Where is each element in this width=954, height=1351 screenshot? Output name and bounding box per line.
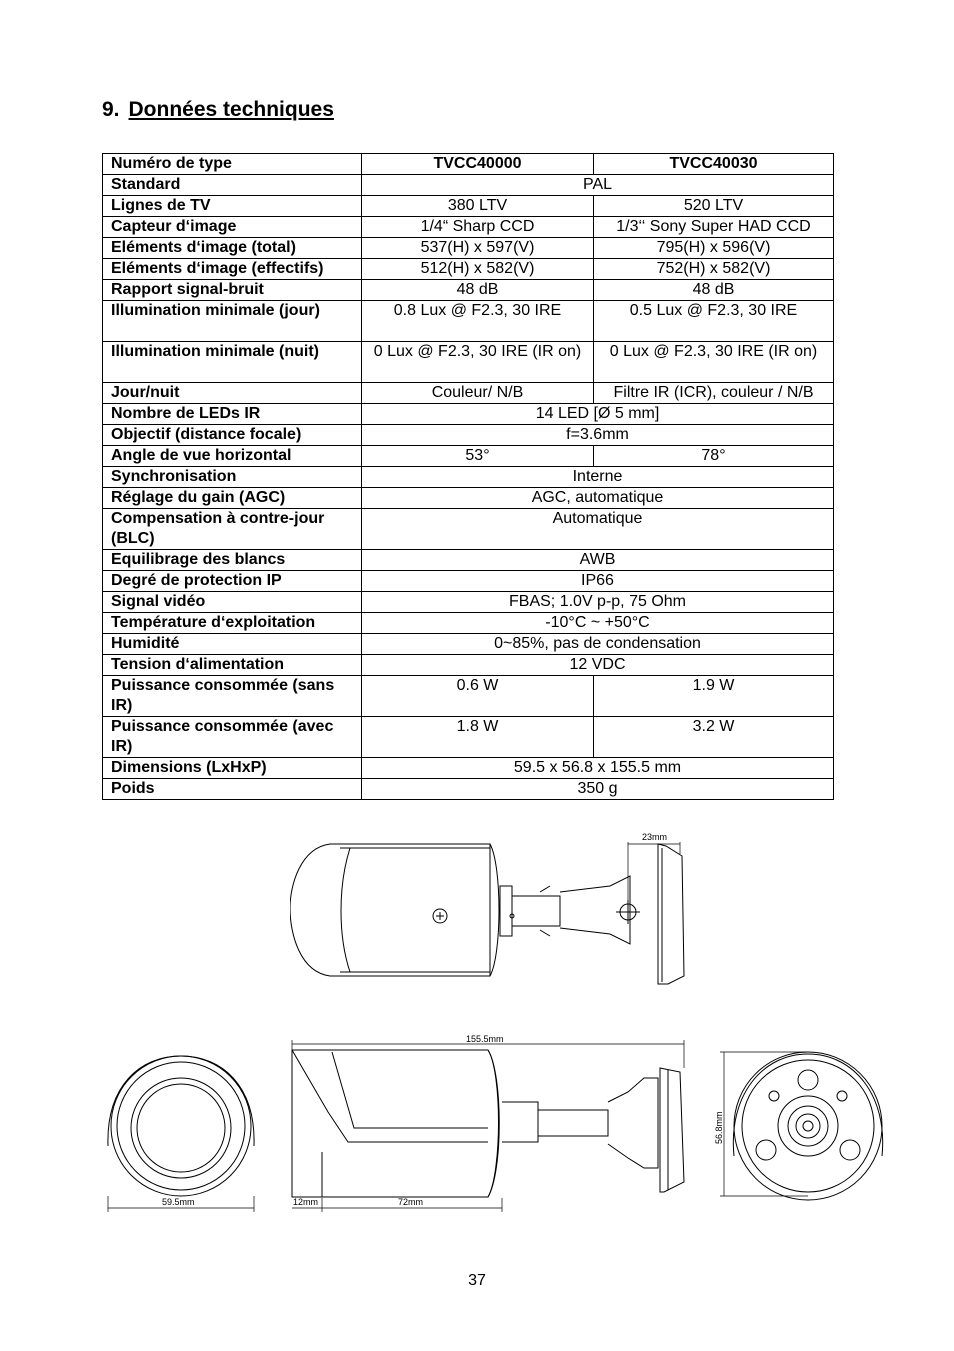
section-heading <box>102 98 334 122</box>
spec-value-2: 78° <box>594 446 834 467</box>
spec-value: IP66 <box>362 571 834 592</box>
spec-value: Automatique <box>362 509 834 550</box>
camera-top-view-drawing <box>290 826 700 996</box>
table-row <box>103 758 834 779</box>
spec-label: Illumination minimale (nuit) <box>103 342 362 383</box>
spec-value-2: 48 dB <box>594 280 834 301</box>
spec-value: PAL <box>362 175 834 196</box>
table-row <box>103 550 834 571</box>
spec-label: Signal vidéo <box>103 592 362 613</box>
table-row <box>103 238 834 259</box>
spec-label: Standard <box>103 175 362 196</box>
spec-value-1: 53° <box>362 446 594 467</box>
body-dimension: 72mm <box>398 1197 424 1207</box>
spec-value-2: 1.9 W <box>594 676 834 717</box>
spec-value-2: 1/3‘‘ Sony Super HAD CCD <box>594 217 834 238</box>
table-row <box>103 175 834 196</box>
spec-label: Equilibrage des blancs <box>103 550 362 571</box>
table-row <box>103 467 834 488</box>
spec-label: Angle de vue horizontal <box>103 446 362 467</box>
table-row <box>103 571 834 592</box>
spec-label: Synchronisation <box>103 467 362 488</box>
spec-label: Tension d‘alimentation <box>103 655 362 676</box>
spec-value: AGC, automatique <box>362 488 834 509</box>
table-row <box>103 488 834 509</box>
spec-value: 14 LED [Ø 5 mm] <box>362 404 834 425</box>
header-label: Numéro de type <box>103 154 362 175</box>
spec-value-1: Couleur/ N/B <box>362 383 594 404</box>
header-model-1: TVCC40000 <box>362 154 594 175</box>
height-dimension: 56.8mm <box>714 1111 724 1144</box>
table-row <box>103 342 834 383</box>
front-width-dimension: 59.5mm <box>162 1197 195 1207</box>
spec-value: AWB <box>362 550 834 571</box>
table-row <box>103 446 834 467</box>
spec-label: Température d‘exploitation <box>103 613 362 634</box>
spec-value-2: 0.5 Lux @ F2.3, 30 IRE <box>594 301 834 342</box>
table-row <box>103 425 834 446</box>
table-row <box>103 259 834 280</box>
table-row <box>103 655 834 676</box>
spec-value: 12 VDC <box>362 655 834 676</box>
spec-label: Lignes de TV <box>103 196 362 217</box>
spec-value: -10°C ~ +50°C <box>362 613 834 634</box>
spec-value-1: 0 Lux @ F2.3, 30 IRE (IR on) <box>362 342 594 383</box>
spec-label: Réglage du gain (AGC) <box>103 488 362 509</box>
spec-label: Rapport signal-bruit <box>103 280 362 301</box>
table-row <box>103 779 834 800</box>
spec-label: Poids <box>103 779 362 800</box>
spec-value-1: 1/4“ Sharp CCD <box>362 217 594 238</box>
spec-value: 350 g <box>362 779 834 800</box>
spec-value-2: 3.2 W <box>594 717 834 758</box>
spec-label: Nombre de LEDs IR <box>103 404 362 425</box>
spec-value: 59.5 x 56.8 x 155.5 mm <box>362 758 834 779</box>
specifications-table <box>102 153 834 800</box>
camera-side-view-drawing <box>288 1032 708 1212</box>
spec-value-1: 537(H) x 597(V) <box>362 238 594 259</box>
table-row <box>103 613 834 634</box>
spec-value-2: 520 LTV <box>594 196 834 217</box>
spec-value-1: 1.8 W <box>362 717 594 758</box>
spec-label: Illumination minimale (jour) <box>103 301 362 342</box>
spec-value: 0~85%, pas de condensation <box>362 634 834 655</box>
spec-value-1: 0.6 W <box>362 676 594 717</box>
table-row <box>103 676 834 717</box>
spec-label: Puissance consommée (avec IR) <box>103 717 362 758</box>
spec-value-1: 48 dB <box>362 280 594 301</box>
camera-rear-view-drawing <box>712 1046 892 1206</box>
spec-value-2: Filtre IR (ICR), couleur / N/B <box>594 383 834 404</box>
table-row <box>103 509 834 550</box>
table-row <box>103 592 834 613</box>
spec-value-2: 752(H) x 582(V) <box>594 259 834 280</box>
table-row <box>103 717 834 758</box>
spec-value: f=3.6mm <box>362 425 834 446</box>
spec-label: Eléments d‘image (effectifs) <box>103 259 362 280</box>
spec-label: Degré de protection IP <box>103 571 362 592</box>
header-model-2: TVCC40030 <box>594 154 834 175</box>
spec-label: Capteur d‘image <box>103 217 362 238</box>
spec-label: Dimensions (LxHxP) <box>103 758 362 779</box>
lens-dimension: 12mm <box>293 1197 319 1207</box>
spec-label: Puissance consommée (sans IR) <box>103 676 362 717</box>
spec-label: Objectif (distance focale) <box>103 425 362 446</box>
spec-value-2: 795(H) x 596(V) <box>594 238 834 259</box>
section-title: Données techniques <box>128 98 334 121</box>
table-row <box>103 301 834 342</box>
spec-value-1: 380 LTV <box>362 196 594 217</box>
spec-value-2: 0 Lux @ F2.3, 30 IRE (IR on) <box>594 342 834 383</box>
table-row <box>103 634 834 655</box>
camera-front-view-drawing <box>100 1046 270 1216</box>
spec-label: Eléments d‘image (total) <box>103 238 362 259</box>
page-number: 37 <box>468 1272 486 1289</box>
table-row <box>103 383 834 404</box>
spec-value: Interne <box>362 467 834 488</box>
table-row <box>103 217 834 238</box>
table-row <box>103 280 834 301</box>
table-header-row <box>103 154 834 175</box>
spec-value: FBAS; 1.0V p-p, 75 Ohm <box>362 592 834 613</box>
spec-value-1: 0.8 Lux @ F2.3, 30 IRE <box>362 301 594 342</box>
spec-label: Compensation à contre-jour (BLC) <box>103 509 362 550</box>
top-width-dimension: 23mm <box>642 832 668 842</box>
spec-label: Jour/nuit <box>103 383 362 404</box>
spec-label: Humidité <box>103 634 362 655</box>
table-row <box>103 196 834 217</box>
section-number: 9. <box>102 98 120 121</box>
spec-value-1: 512(H) x 582(V) <box>362 259 594 280</box>
table-row <box>103 404 834 425</box>
length-dimension: 155.5mm <box>466 1034 504 1044</box>
